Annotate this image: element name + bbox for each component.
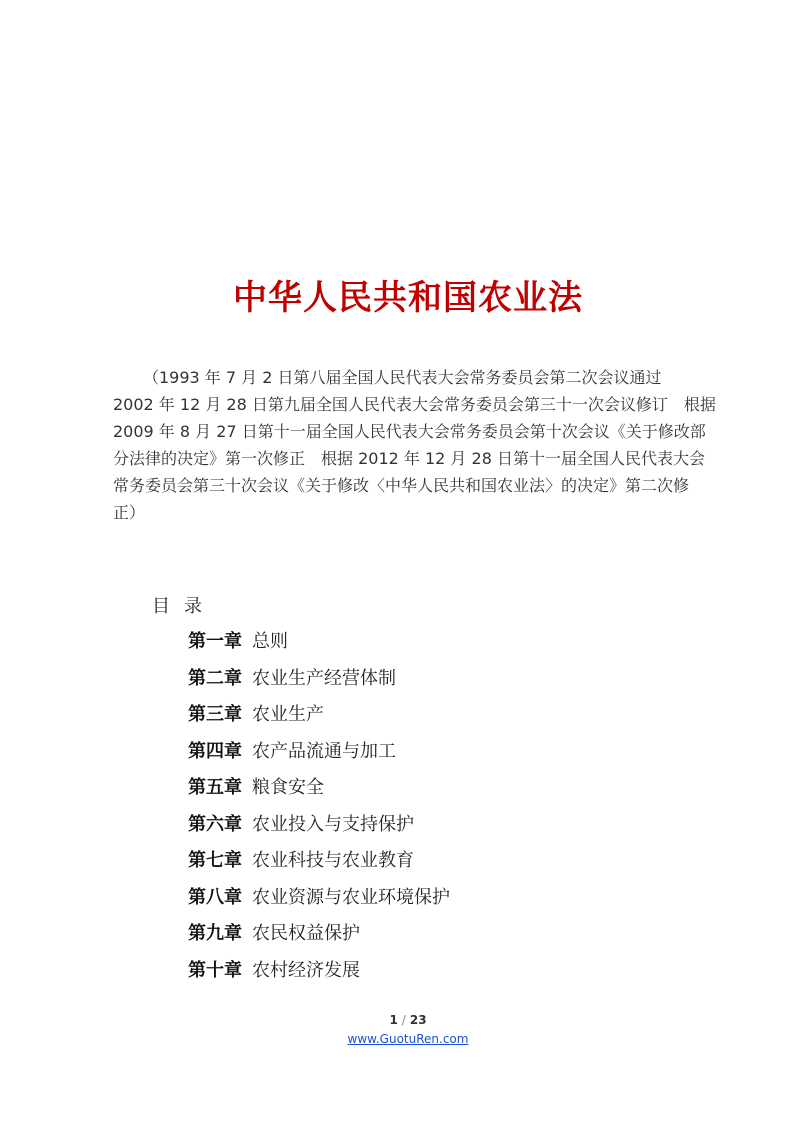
page-number — [0, 1013, 800, 1027]
toc-item — [188, 916, 450, 953]
history-line: 2002 年 12 月 28 日第九届全国人民代表大会常务委员会第三十一次会议修订 根据 — [113, 395, 716, 414]
chapter-number: 第四章 — [188, 740, 242, 762]
chapter-title: 农业科技与农业教育 — [252, 850, 414, 871]
chapter-number: 第十章 — [188, 959, 242, 981]
page-total: 23 — [409, 1013, 427, 1027]
toc-item — [188, 661, 450, 698]
chapter-title: 农业生产 — [252, 704, 324, 725]
toc-item — [188, 770, 450, 807]
chapter-number: 第七章 — [188, 850, 242, 871]
chapter-title: 农业投入与支持保护 — [252, 813, 414, 835]
chapter-number: 第二章 — [188, 667, 242, 689]
chapter-number: 第八章 — [188, 886, 242, 908]
chapter-number: 第九章 — [188, 923, 242, 944]
chapter-title: 农村经济发展 — [252, 959, 360, 981]
amendment-history — [113, 364, 716, 526]
toc-item — [188, 734, 450, 771]
chapter-title: 粮食安全 — [252, 777, 324, 798]
toc-item — [188, 953, 450, 990]
chapter-title: 总则 — [252, 631, 288, 652]
history-line: 常务委员会第三十次会议《关于修改〈中华人民共和国农业法〉的决定》第二次修 — [113, 476, 690, 495]
chapter-number: 第一章 — [188, 631, 242, 652]
chapter-title: 农民权益保护 — [252, 923, 360, 944]
history-line: 分法律的决定》第一次修正 根据 2012 年 12 月 28 日第十一届全国人民代表大会 — [113, 449, 705, 468]
toc-item — [188, 880, 450, 917]
chapter-number: 第三章 — [188, 704, 242, 725]
toc-item — [188, 697, 450, 734]
website-link[interactable]: www.GuotuRen.com — [347, 1032, 469, 1046]
history-line: 正） — [113, 503, 146, 522]
page-current: 1 — [389, 1013, 398, 1027]
chapter-title: 农业生产经营体制 — [252, 667, 396, 689]
history-line: 2009 年 8 月 27 日第十一届全国人民代表大会常务委员会第十次会议《关于修改部 — [113, 422, 706, 441]
toc-item — [188, 624, 450, 661]
chapter-title: 农产品流通与加工 — [252, 740, 396, 762]
chapter-number: 第五章 — [188, 777, 242, 798]
chapter-number: 第六章 — [188, 813, 242, 835]
page-separator: / — [401, 1013, 406, 1027]
history-line: （1993 年 7 月 2 日第八届全国人民代表大会常务委员会第二次会议通过 — [143, 368, 662, 387]
table-of-contents — [188, 624, 450, 989]
document-title: 中华人民共和国农业法 — [233, 278, 583, 318]
chapter-title: 农业资源与农业环境保护 — [252, 886, 450, 908]
toc-item — [188, 807, 450, 844]
toc-item — [188, 843, 450, 880]
toc-heading: 目录 — [152, 596, 216, 617]
